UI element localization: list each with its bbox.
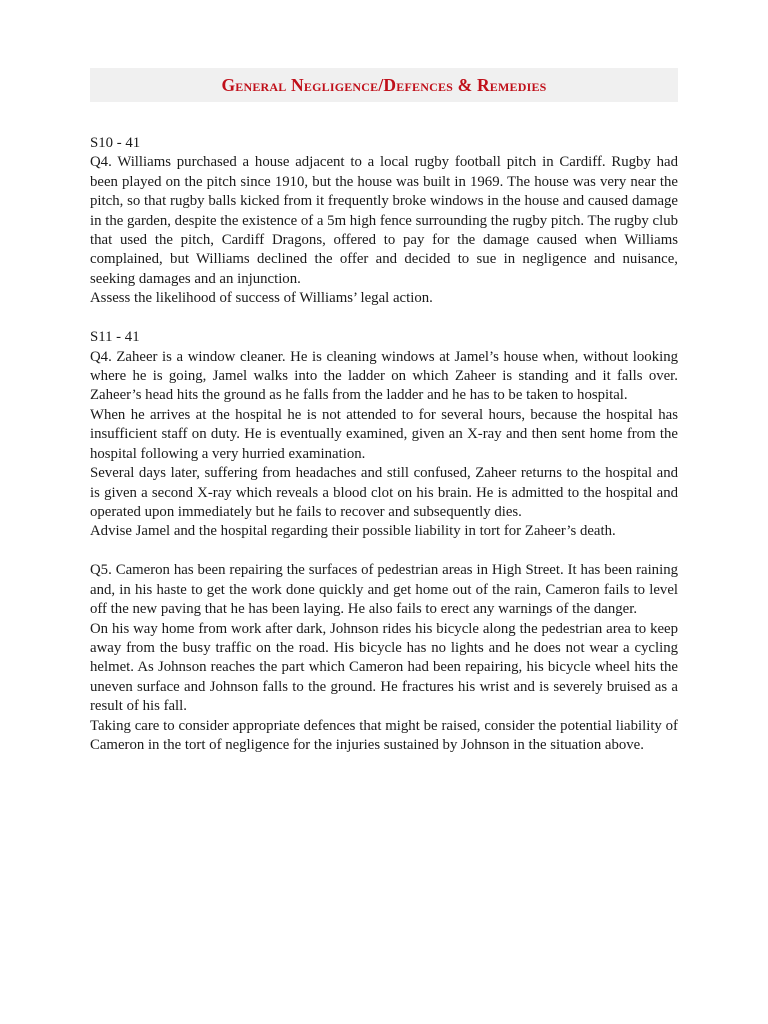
document-body: [90, 134, 678, 755]
question-paragraph: Q5. Cameron has been repairing the surfaces of pedestrian areas in High Street. It has been raining and, in his haste to get the work done quickly and get home out of the rain, Cameron fails to level off the new paving that he has been laying. He also fails to erect any warnings of the danger.: [90, 562, 678, 618]
question-instruction: Assess the likelihood of success of Williams’ legal action.: [90, 290, 433, 307]
question-paragraph: On his way home from work after dark, Johnson rides his bicycle along the pedestrian area to keep away from the busy traffic on the road. His bicycle has no lights and he does not wear a cycling helmet. As Johnson reaches the part which Cameron had been repairing, his bicycle wheel hits the uneven surface and Johnson falls to the ground. He fractures his wrist and is severely bruised as a result of his fall.: [90, 620, 678, 715]
question-paragraph: Q4. Williams purchased a house adjacent to a local rugby football pitch in Cardiff. Rugby had been played on the pitch since 1910, but the house was built in 1969. The house was very near the pitch, so that rugby balls kicked from it frequently broke windows in the house and caused damage in the garden, despite the existence of a 5m high fence surrounding the rugby pitch. The rugby club that used the pitch, Cardiff Dragons, offered to pay for the damage caused when Williams complained, but Williams declined the offer and decided to sue in negligence and nuisance, seeking damages and an injunction.: [90, 154, 678, 287]
document-title: General Negligence/Defences & Remedies: [221, 74, 547, 95]
section-code: S10 - 41: [90, 135, 141, 151]
question-paragraph: Several days later, suffering from headaches and still confused, Zaheer returns to the hospital and is given a second X-ray which reveals a blood clot on his brain. He is admitted to the hospital and operated upon immediately but he fails to recover and subsequently dies.: [90, 465, 678, 520]
question-instruction: Taking care to consider appropriate defences that might be raised, consider the potential liability of Cameron in the tort of negligence for the injuries sustained by Johnson in the situation above.: [90, 717, 678, 753]
question-instruction: Advise Jamel and the hospital regarding their possible liability in tort for Zaheer’s death.: [90, 523, 616, 540]
question-paragraph: When he arrives at the hospital he is not attended to for several hours, because the hospital has insufficient staff on duty. He is eventually examined, given an X-ray and then sent home from the hospital following a very hurried examination.: [90, 406, 678, 462]
question-paragraph: Q4. Zaheer is a window cleaner. He is cleaning windows at Jamel’s house when, without looking where he is going, Jamel walks into the ladder on which Zaheer is standing and it falls over. Zaheer’s head hits the ground as he falls from the ladder and he has to be taken to hospital.: [90, 348, 678, 404]
section-s10-41: [90, 134, 678, 309]
section-code: S11 - 41: [90, 329, 140, 346]
section-q5: [90, 561, 678, 755]
title-banner: [90, 68, 678, 102]
section-s11-41: [90, 328, 678, 541]
